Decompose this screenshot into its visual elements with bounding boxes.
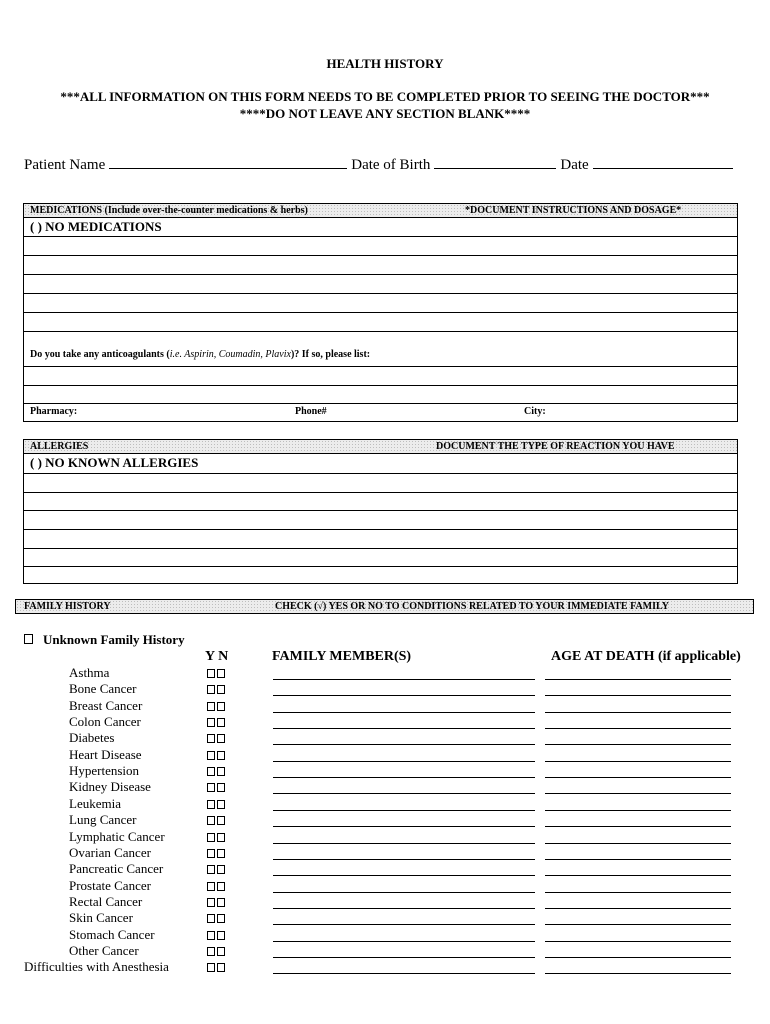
condition-label: Leukemia — [69, 796, 121, 811]
condition-label: Diabetes — [69, 730, 115, 745]
age-at-death-field[interactable] — [545, 810, 731, 811]
family-member-field[interactable] — [273, 810, 535, 811]
family-history-instructions: CHECK (√) YES OR NO TO CONDITIONS RELATED TO YOUR IMMEDIATE FAMILY — [275, 601, 669, 612]
family-member-field[interactable] — [273, 793, 535, 794]
age-at-death-field[interactable] — [545, 695, 731, 696]
family-member-field[interactable] — [273, 712, 535, 713]
age-at-death-field[interactable] — [545, 826, 731, 827]
yes-checkbox[interactable] — [207, 963, 215, 972]
yes-checkbox[interactable] — [207, 833, 215, 842]
allergy-line[interactable] — [24, 529, 737, 530]
no-checkbox[interactable] — [217, 865, 225, 874]
condition-label: Lung Cancer — [69, 812, 137, 827]
medication-line[interactable] — [24, 274, 737, 275]
condition-label: Stomach Cancer — [69, 927, 155, 942]
medications-header-instructions: *DOCUMENT INSTRUCTIONS AND DOSAGE* — [465, 205, 682, 216]
anticoagulant-line[interactable] — [24, 385, 737, 386]
no-checkbox[interactable] — [217, 947, 225, 956]
condition-label: Colon Cancer — [69, 714, 141, 729]
family-member-field[interactable] — [273, 859, 535, 860]
allergy-line[interactable] — [24, 566, 737, 567]
family-history-header-label: FAMILY HISTORY — [24, 601, 111, 612]
no-checkbox[interactable] — [217, 898, 225, 907]
condition-label: Bone Cancer — [69, 681, 137, 696]
no-checkbox[interactable] — [217, 914, 225, 923]
allergy-line[interactable] — [24, 473, 737, 474]
family-history-header — [16, 600, 753, 613]
allergy-line[interactable] — [24, 548, 737, 549]
medication-line[interactable] — [24, 236, 737, 237]
no-checkbox[interactable] — [217, 800, 225, 809]
allergies-header — [24, 440, 737, 454]
no-checkbox[interactable] — [217, 783, 225, 792]
patient-name-label: Patient Name — [24, 157, 106, 173]
condition-label: Ovarian Cancer — [69, 845, 151, 860]
medication-line[interactable] — [24, 331, 737, 332]
yes-checkbox[interactable] — [207, 669, 215, 678]
city-label: City: — [524, 406, 546, 417]
age-at-death-column-header: AGE AT DEATH (if applicable) — [551, 649, 741, 664]
family-member-field[interactable] — [273, 777, 535, 778]
pharmacy-label: Pharmacy: — [30, 406, 78, 417]
medications-section — [23, 203, 738, 422]
date-field[interactable] — [593, 156, 733, 169]
yes-checkbox[interactable] — [207, 947, 215, 956]
no-checkbox[interactable] — [217, 751, 225, 760]
age-at-death-field[interactable] — [545, 908, 731, 909]
condition-label: Difficulties with Anesthesia — [24, 959, 169, 974]
age-at-death-field[interactable] — [545, 875, 731, 876]
family-member-field[interactable] — [273, 761, 535, 762]
age-at-death-field[interactable] — [545, 679, 731, 680]
no-checkbox[interactable] — [217, 833, 225, 842]
anticoagulant-question: Do you take any anticoagulants (i.e. Aspirin, Coumadin, Plavix)? If so, please list: — [30, 349, 371, 360]
patient-info-line — [24, 156, 746, 174]
allergies-header-instructions: DOCUMENT THE TYPE OF REACTION YOU HAVE — [436, 441, 675, 452]
yes-checkbox[interactable] — [207, 816, 215, 825]
family-member-field[interactable] — [273, 892, 535, 893]
family-member-column-header: FAMILY MEMBER(S) — [272, 649, 412, 664]
patient-name-field[interactable] — [109, 156, 347, 169]
pharmacy-divider — [24, 403, 737, 404]
family-member-field[interactable] — [273, 826, 535, 827]
notice-complete-form: ***ALL INFORMATION ON THIS FORM NEEDS TO BE COMPLETED PRIOR TO SEEING THE DOCTOR*** — [60, 89, 710, 104]
no-checkbox[interactable] — [217, 849, 225, 858]
age-at-death-field[interactable] — [545, 777, 731, 778]
condition-label: Rectal Cancer — [69, 894, 143, 909]
notice-no-blank: ****DO NOT LEAVE ANY SECTION BLANK**** — [239, 106, 531, 121]
family-member-field[interactable] — [273, 843, 535, 844]
family-member-field[interactable] — [273, 728, 535, 729]
no-checkbox[interactable] — [217, 963, 225, 972]
family-member-field[interactable] — [273, 679, 535, 680]
condition-label: Lymphatic Cancer — [69, 829, 165, 844]
family-member-field[interactable] — [273, 744, 535, 745]
yes-checkbox[interactable] — [207, 800, 215, 809]
dob-field[interactable] — [434, 156, 556, 169]
age-at-death-field[interactable] — [545, 761, 731, 762]
unknown-family-history-label: Unknown Family History — [43, 632, 185, 647]
dob-label: Date of Birth — [351, 157, 431, 173]
medications-header-label: MEDICATIONS (Include over-the-counter medications & herbs) — [30, 205, 308, 216]
age-at-death-field[interactable] — [545, 973, 731, 974]
unknown-family-history[interactable] — [24, 632, 185, 648]
no-known-allergies-option[interactable]: ( ) NO KNOWN ALLERGIES — [30, 455, 199, 470]
condition-label: Heart Disease — [69, 747, 142, 762]
family-member-field[interactable] — [273, 957, 535, 958]
family-member-field[interactable] — [273, 973, 535, 974]
yes-checkbox[interactable] — [207, 685, 215, 694]
condition-label: Prostate Cancer — [69, 878, 151, 893]
age-at-death-field[interactable] — [545, 744, 731, 745]
no-checkbox[interactable] — [217, 734, 225, 743]
anticoagulant-examples: i.e. Aspirin, Coumadin, Plavix — [169, 349, 291, 360]
no-checkbox[interactable] — [217, 931, 225, 940]
family-history-section — [15, 599, 754, 614]
age-at-death-field[interactable] — [545, 859, 731, 860]
yes-checkbox[interactable] — [207, 931, 215, 940]
condition-label: Asthma — [69, 665, 110, 680]
allergies-header-label: ALLERGIES — [30, 441, 89, 452]
anticoagulant-line[interactable] — [24, 366, 737, 367]
no-checkbox[interactable] — [217, 718, 225, 727]
condition-label: Breast Cancer — [69, 698, 143, 713]
age-at-death-field[interactable] — [545, 892, 731, 893]
condition-label: Other Cancer — [69, 943, 139, 958]
yes-checkbox[interactable] — [207, 865, 215, 874]
date-label: Date — [560, 157, 589, 173]
medications-header — [24, 204, 737, 218]
age-at-death-field[interactable] — [545, 712, 731, 713]
age-at-death-field[interactable] — [545, 843, 731, 844]
no-checkbox[interactable] — [217, 882, 225, 891]
yes-checkbox[interactable] — [207, 718, 215, 727]
yes-checkbox[interactable] — [207, 882, 215, 891]
yes-checkbox[interactable] — [207, 914, 215, 923]
no-medications-option[interactable]: ( ) NO MEDICATIONS — [30, 219, 162, 234]
allergies-section — [23, 439, 738, 584]
allergy-line[interactable] — [24, 492, 737, 493]
condition-label: Skin Cancer — [69, 910, 133, 925]
no-checkbox[interactable] — [217, 669, 225, 678]
no-checkbox[interactable] — [217, 816, 225, 825]
age-at-death-field[interactable] — [545, 957, 731, 958]
phone-label: Phone# — [295, 406, 327, 417]
page-title: HEALTH HISTORY — [326, 56, 444, 71]
condition-label: Hypertension — [69, 763, 140, 778]
family-member-field[interactable] — [273, 695, 535, 696]
unknown-family-history-checkbox[interactable] — [24, 634, 33, 644]
medication-line[interactable] — [24, 255, 737, 256]
family-member-field[interactable] — [273, 875, 535, 876]
yes-checkbox[interactable] — [207, 849, 215, 858]
condition-label: Kidney Disease — [69, 779, 151, 794]
medication-line[interactable] — [24, 312, 737, 313]
age-at-death-field[interactable] — [545, 941, 731, 942]
allergy-line[interactable] — [24, 510, 737, 511]
yes-checkbox[interactable] — [207, 767, 215, 776]
yes-checkbox[interactable] — [207, 734, 215, 743]
family-member-field[interactable] — [273, 941, 535, 942]
no-checkbox[interactable] — [217, 685, 225, 694]
family-member-field[interactable] — [273, 908, 535, 909]
yes-checkbox[interactable] — [207, 702, 215, 711]
yes-checkbox[interactable] — [207, 783, 215, 792]
age-at-death-field[interactable] — [545, 793, 731, 794]
no-checkbox[interactable] — [217, 767, 225, 776]
yes-no-column-header: Y N — [205, 649, 229, 664]
condition-label: Pancreatic Cancer — [69, 861, 164, 876]
no-checkbox[interactable] — [217, 702, 225, 711]
family-member-field[interactable] — [273, 924, 535, 925]
age-at-death-field[interactable] — [545, 924, 731, 925]
yes-checkbox[interactable] — [207, 751, 215, 760]
medication-line[interactable] — [24, 293, 737, 294]
age-at-death-field[interactable] — [545, 728, 731, 729]
yes-checkbox[interactable] — [207, 898, 215, 907]
